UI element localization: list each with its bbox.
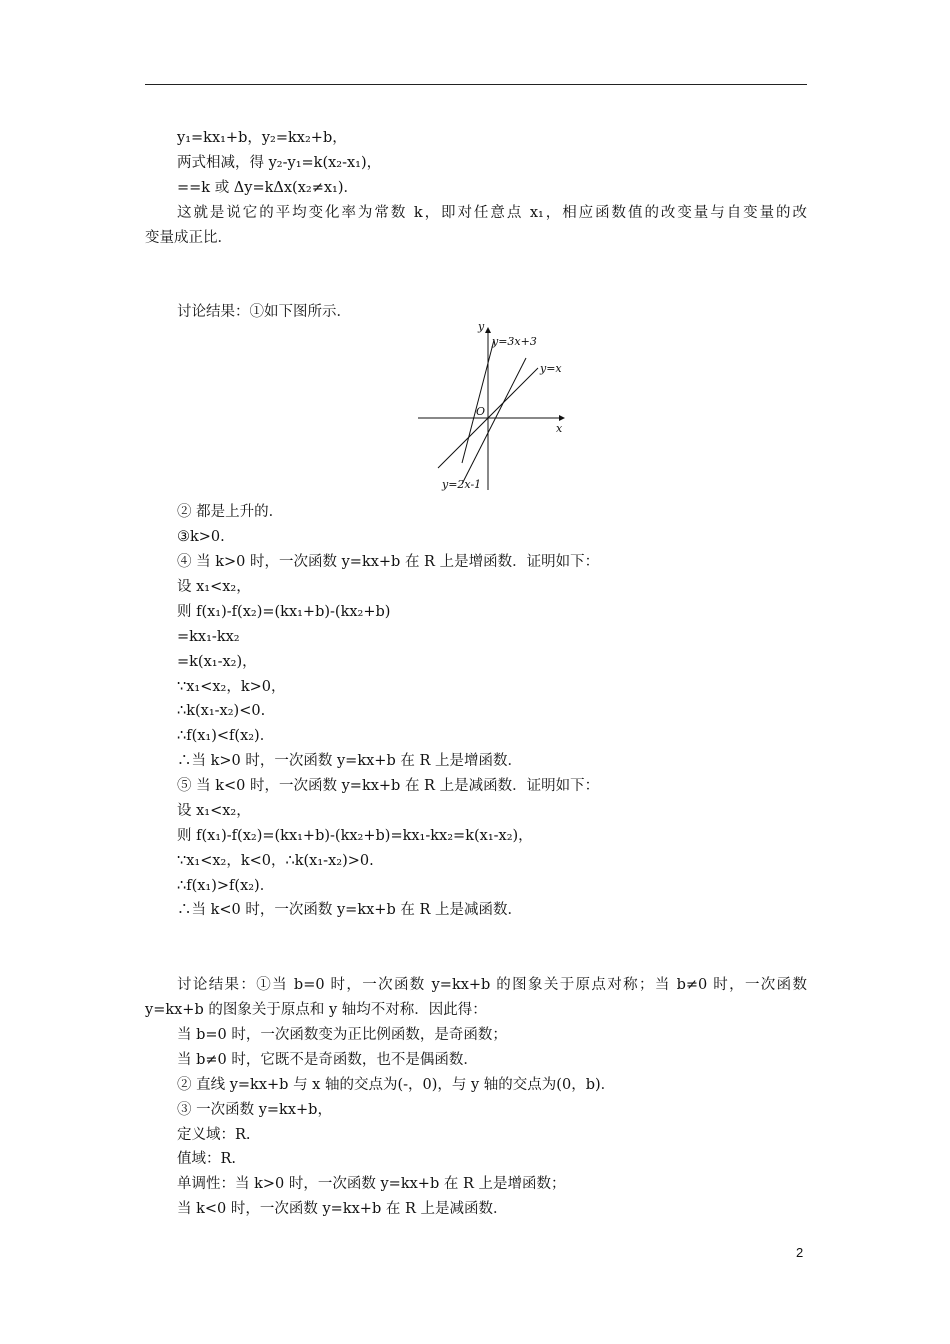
text-line: 这就是说它的平均变化率为常数 k，即对任意点 x₁，相应函数值的改变量与自变量的改 [177, 205, 807, 221]
graph-line-2x-minus-1 [462, 358, 526, 484]
page-number: 2 [796, 1245, 804, 1260]
text-line: 变量成正比． [145, 230, 232, 246]
text-line: ⑤ 当 k<0 时，一次函数 y=kx+b 在 R 上是减函数．证明如下： [177, 778, 600, 794]
text-line: ③ 一次函数 y=kx+b， [177, 1102, 332, 1118]
text-line: ∵x₁<x₂，k<0，∴k(x₁-x₂)>0. [177, 853, 374, 869]
text-line: ④ 当 k>0 时，一次函数 y=kx+b 在 R 上是增函数．证明如下： [177, 554, 600, 570]
text-line: 讨论结果：①当 b=0 时，一次函数 y=kx+b 的图象关于原点对称；当 b≠0 时，一次函数 [177, 977, 807, 993]
header-rule [145, 84, 807, 85]
text-line: 当 k<0 时，一次函数 y=kx+b 在 R 上是减函数． [177, 1201, 508, 1217]
text-line: ∴f(x₁)<f(x₂)． [177, 728, 275, 744]
text-line: ∴当 k>0 时，一次函数 y=kx+b 在 R 上是增函数． [177, 753, 522, 769]
y-axis-label: y [478, 320, 485, 333]
text-line: y=kx+b 的图象关于原点和 y 轴均不对称．因此得： [145, 1002, 487, 1018]
text-line: 设 x₁<x₂， [177, 579, 251, 595]
text-line: 则 f(x₁)-f(x₂)=(kx₁+b)-(kx₂+b) [177, 604, 391, 620]
origin-label: O [476, 405, 486, 418]
text-line: ∴当 k<0 时，一次函数 y=kx+b 在 R 上是减函数． [177, 902, 522, 918]
text-line: y₁=kx₁+b，y₂=kx₂+b， [177, 130, 347, 146]
text-line: ∴k(x₁-x₂)<0. [177, 703, 266, 719]
line-label-3x-plus-3: y=3x+3 [492, 335, 537, 348]
text-line: =k(x₁-x₂)， [177, 654, 257, 670]
text-line: 定义域：R. [177, 1127, 251, 1143]
text-line: ② 直线 y=kx+b 与 x 轴的交点为(-，0)，与 y 轴的交点为(0，b)． [177, 1077, 616, 1093]
text-line: ③k>0. [177, 529, 225, 545]
text-line: 当 b=0 时，一次函数变为正比例函数，是奇函数； [177, 1027, 507, 1043]
text-line: 设 x₁<x₂， [177, 803, 251, 819]
text-line: ==k 或 Δy=kΔx(x₂≠x₁)． [177, 180, 358, 196]
text-line: 则 f(x₁)-f(x₂)=(kx₁+b)-(kx₂+b)=kx₁-kx₂=k(x₁-x₂)， [177, 828, 533, 844]
text-line: 当 b≠0 时，它既不是奇函数，也不是偶函数． [177, 1052, 478, 1068]
text-line: ② 都是上升的． [177, 504, 284, 520]
line-graph-figure [414, 318, 574, 494]
line-label-2x-minus-1: y=2x-1 [442, 478, 482, 491]
text-line: 两式相减，得 y₂-y₁=k(x₂-x₁)， [177, 155, 382, 171]
line-label-x: y=x [540, 362, 562, 375]
discussion-heading: 讨论结果：①如下图所示． [177, 304, 351, 320]
text-line: 单调性：当 k>0 时，一次函数 y=kx+b 在 R 上是增函数； [177, 1176, 566, 1192]
graph-line-3x-plus-3 [462, 340, 494, 463]
text-line: 值域：R. [177, 1151, 237, 1167]
text-line: =kx₁-kx₂ [177, 629, 240, 645]
x-axis-label: x [556, 422, 563, 435]
text-line: ∴f(x₁)>f(x₂)． [177, 878, 275, 894]
text-line: ∵x₁<x₂，k>0， [177, 679, 286, 695]
